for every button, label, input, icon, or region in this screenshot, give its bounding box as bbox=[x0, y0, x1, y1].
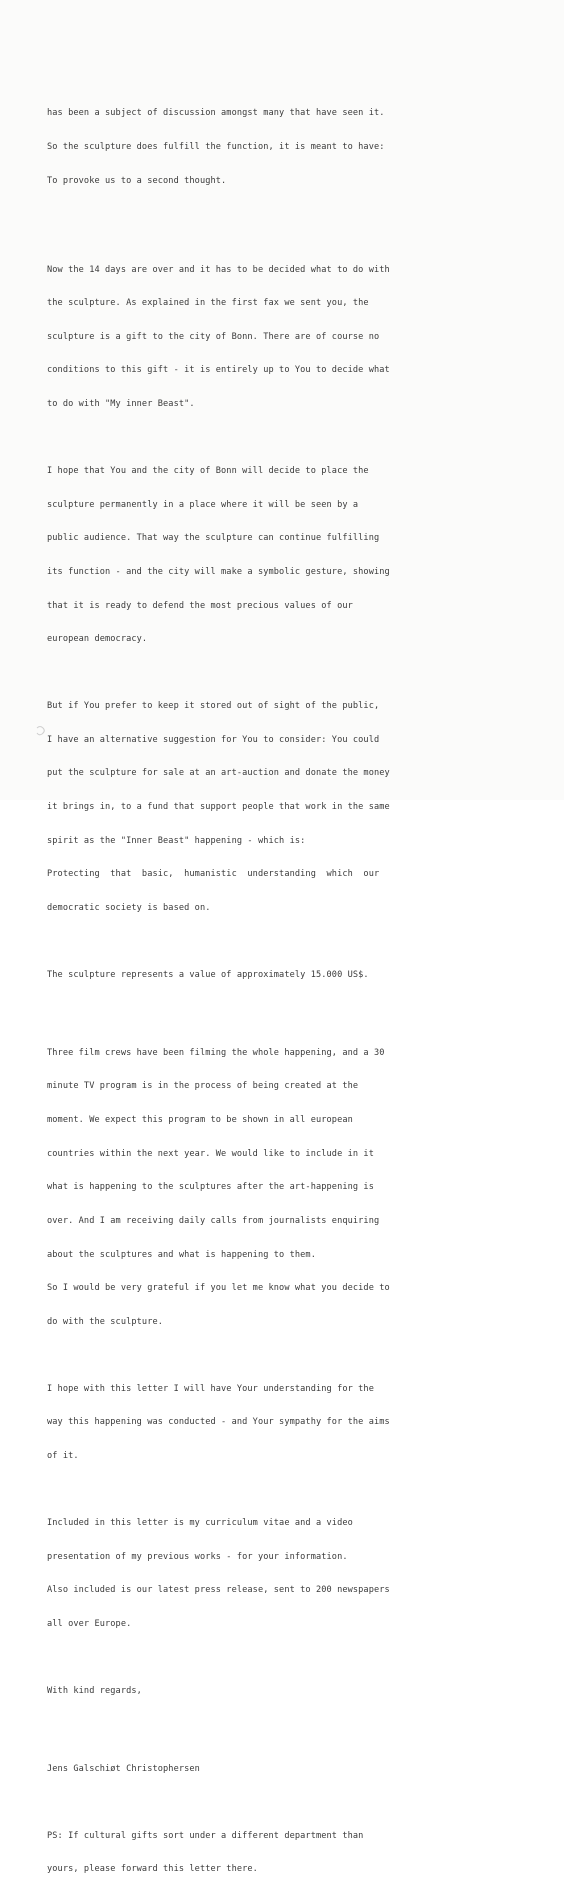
signature-name: Jens Galschiøt Christophersen bbox=[47, 1763, 200, 1774]
text-line: what is happening to the sculptures after the art-happening is bbox=[47, 1182, 374, 1193]
paragraph-1 bbox=[47, 86, 527, 209]
text-line: has been a subject of discussion amongst many that have seen it. bbox=[47, 108, 385, 119]
paragraph-8 bbox=[47, 1496, 527, 1653]
text-line: Also included is our latest press release, sent to 200 newspapers bbox=[47, 1585, 390, 1596]
signature bbox=[47, 1741, 527, 1797]
text-line: But if You prefer to keep it stored out of sight of the public, bbox=[47, 701, 380, 712]
text-line: about the sculptures and what is happening to them. bbox=[47, 1249, 316, 1260]
postscript bbox=[47, 1808, 527, 1898]
text-line: over. And I am receiving daily calls from journalists enquiring bbox=[47, 1215, 380, 1226]
paragraph-5 bbox=[47, 947, 527, 1003]
text-line: yours, please forward this letter there. bbox=[47, 1864, 258, 1875]
text-line: Protecting that basic, humanistic understanding which our bbox=[47, 869, 380, 880]
text-line: countries within the next year. We would like to include in it bbox=[47, 1148, 374, 1159]
text-line: So I would be very grateful if you let me know what you decide to bbox=[47, 1283, 390, 1294]
text-line: The sculpture represents a value of approximately 15.000 US$. bbox=[47, 969, 369, 980]
text-line: To provoke us to a second thought. bbox=[47, 175, 227, 186]
text-line: its function - and the city will make a symbolic gesture, showing bbox=[47, 566, 390, 577]
text-line: I hope with this letter I will have Your understanding for the bbox=[47, 1383, 374, 1394]
text-line: way this happening was conducted - and Your sympathy for the aims bbox=[47, 1417, 390, 1428]
text-line: put the sculpture for sale at an art-auction and donate the money bbox=[47, 768, 390, 779]
paragraph-4 bbox=[47, 679, 527, 937]
text-line: to do with "My inner Beast". bbox=[47, 399, 195, 410]
text-line: it brings in, to a fund that support people that work in the same bbox=[47, 801, 390, 812]
text-line: public audience. That way the sculpture can continue fulfilling bbox=[47, 533, 380, 544]
closing bbox=[47, 1663, 527, 1719]
text-line: sculpture is a gift to the city of Bonn. There are of course no bbox=[47, 331, 380, 342]
paragraph-6 bbox=[47, 1025, 527, 1350]
text-line: sculpture permanently in a place where it will be seen by a bbox=[47, 499, 359, 510]
letter-body bbox=[47, 86, 527, 1898]
text-line: of it. bbox=[47, 1450, 79, 1461]
text-line: do with the sculpture. bbox=[47, 1316, 164, 1327]
text-line: So the sculpture does fulfill the function, it is meant to have: bbox=[47, 142, 385, 153]
text-line: minute TV program is in the process of being created at the bbox=[47, 1081, 359, 1092]
text-line: european democracy. bbox=[47, 634, 148, 645]
text-line: conditions to this gift - it is entirely up to You to decide what bbox=[47, 365, 390, 376]
text-line: Included in this letter is my curriculum vitae and a video bbox=[47, 1517, 353, 1528]
text-line: I hope that You and the city of Bonn will decide to place the bbox=[47, 466, 369, 477]
text-line: I have an alternative suggestion for You to consider: You could bbox=[47, 734, 380, 745]
scan-smudge-icon bbox=[34, 724, 50, 738]
paragraph-2 bbox=[47, 242, 527, 432]
text-line: moment. We expect this program to be shown in all european bbox=[47, 1115, 353, 1126]
text-line: PS: If cultural gifts sort under a different department than bbox=[47, 1830, 364, 1841]
text-line: democratic society is based on. bbox=[47, 902, 211, 913]
text-line: Now the 14 days are over and it has to be decided what to do with bbox=[47, 264, 390, 275]
text-line: presentation of my previous works - for your information. bbox=[47, 1551, 348, 1562]
paragraph-3 bbox=[47, 444, 527, 668]
text-line: spirit as the "Inner Beast" happening - which is: bbox=[47, 835, 306, 846]
text-line: the sculpture. As explained in the first fax we sent you, the bbox=[47, 298, 369, 309]
text-line: that it is ready to defend the most precious values of our bbox=[47, 600, 353, 611]
paragraph-7 bbox=[47, 1361, 527, 1484]
closing-text: With kind regards, bbox=[47, 1685, 142, 1696]
text-line: Three film crews have been filming the whole happening, and a 30 bbox=[47, 1047, 385, 1058]
text-line: all over Europe. bbox=[47, 1618, 132, 1629]
